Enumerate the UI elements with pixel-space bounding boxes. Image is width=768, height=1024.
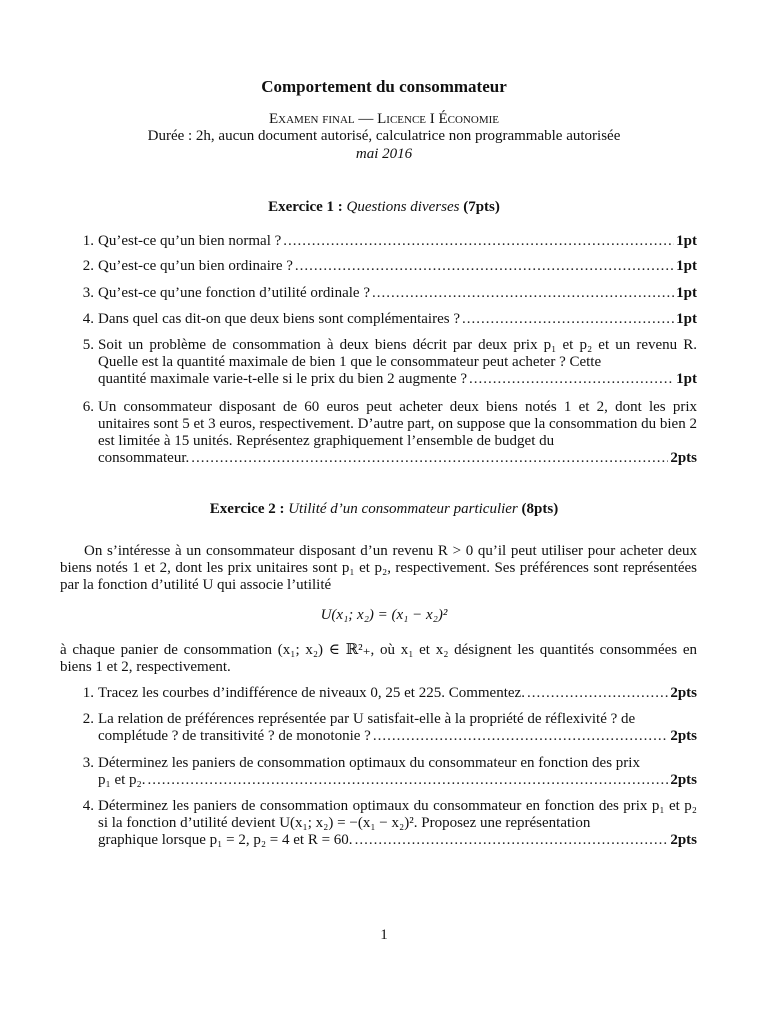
question-points: 2pts — [670, 450, 697, 466]
question-number: 2. — [82, 258, 94, 274]
question-number: 1. — [82, 685, 94, 701]
ex2-question-3 — [72, 755, 697, 789]
question-text: Qu’est-ce qu’un bien ordinaire ? — [98, 258, 293, 274]
exercise-1-heading — [0, 199, 768, 216]
question-number: 5. — [82, 337, 94, 353]
question-text: Qu’est-ce qu’un bien normal ? — [98, 233, 282, 249]
question-text: Déterminez les paniers de consommation optimaux du consommateur en fonction des prix p₁ et p₂ si la fonction d’utilité devient U(x₁; x₂) = −(x₁ − x₂)². Proposez une représentation — [98, 798, 697, 831]
exercise-2-intro: On s’intéresse à un consommateur disposant d’un revenu R > 0 qu’il peut utiliser pour acheter deux biens notés 1 et 2, dont les prix unitaires sont p₁ et p₂, respectivement. Ses préférences sont représentées par la fonction d’utilité U qui associe l’utilité — [60, 543, 697, 593]
exam-conditions: Durée : 2h, aucun document autorisé, calculatrice non programmable autorisée — [147, 128, 621, 144]
question-text-last-line: p₁ et p₂. — [98, 772, 146, 788]
exercise-2-topic: Utilité d’un consommateur particulier — [288, 501, 518, 517]
question-text: Soit un problème de consommation à deux biens décrit par deux prix p₁ et p₂ et un revenu R. Quelle est la quantité maximale de bien 1 que le consommateur peut acheter ? Cette — [98, 337, 697, 370]
question-points: 1pt — [676, 233, 697, 249]
ex2-question-2 — [72, 711, 697, 745]
document-title: Comportement du consommateur — [261, 77, 507, 96]
utility-formula: U(x₁; x₂) = (x₁ − x₂)² — [320, 607, 448, 623]
exam-line: Examen final — Licence I Économie — [268, 111, 499, 127]
ex1-question-3 — [72, 285, 697, 302]
question-number: 4. — [82, 311, 94, 327]
question-points: 2pts — [670, 832, 697, 848]
question-number: 4. — [82, 798, 94, 814]
ex1-question-1 — [72, 233, 697, 250]
question-points: 1pt — [676, 258, 697, 274]
question-text-last-line: quantité maximale varie-t-elle si le prix du bien 2 augmente ? — [98, 371, 468, 387]
exercise-2-heading — [0, 501, 768, 518]
ex2-question-4 — [72, 798, 697, 849]
question-number: 6. — [82, 399, 94, 415]
exercise-1-topic: Questions diverses — [346, 199, 460, 215]
question-text: Tracez les courbes d’indifférence de niveaux 0, 25 et 225. Commentez. — [98, 685, 525, 701]
question-number: 1. — [82, 233, 94, 249]
question-text-last-line: consommateur. — [98, 450, 190, 466]
question-text: Déterminez les paniers de consommation optimaux du consommateur en fonction des prix — [98, 755, 640, 771]
ex1-question-5 — [72, 337, 697, 388]
question-text: La relation de préférences représentée par U satisfait-elle à la propriété de réflexivité ? de — [98, 711, 636, 727]
ex1-question-4 — [72, 311, 697, 328]
exercise-2-label: Exercice 2 : — [209, 501, 285, 517]
question-text-last-line: graphique lorsque p₁ = 2, p₂ = 4 et R = 60. — [98, 832, 353, 848]
ex1-question-2 — [72, 258, 697, 275]
exercise-1-points: (7pts) — [463, 199, 500, 215]
exercise-1-label: Exercice 1 : — [268, 199, 343, 215]
ex2-question-1 — [72, 685, 697, 702]
question-text: Dans quel cas dit-on que deux biens sont complémentaires ? — [98, 311, 460, 327]
question-text-last-line: complétude ? de transitivité ? de monotonie ? — [98, 728, 371, 744]
question-points: 1pt — [676, 285, 697, 301]
page-number: 1 — [380, 927, 388, 943]
question-points: 1pt — [676, 371, 697, 387]
question-number: 3. — [82, 755, 94, 771]
question-points: 2pts — [670, 772, 697, 788]
question-number: 2. — [82, 711, 94, 727]
exam-date: mai 2016 — [355, 146, 413, 162]
question-points: 2pts — [670, 728, 697, 744]
question-text: Un consommateur disposant de 60 euros peut acheter deux biens notés 1 et 2, dont les prix unitaires sont 5 et 3 euros, respectivement. D’autre part, on suppose que la consommation du bien 2 est limitée à 15 unités. Représentez graphiquement l’ensemble de budget du — [98, 399, 697, 449]
question-points: 2pts — [670, 685, 697, 701]
question-number: 3. — [82, 285, 94, 301]
question-points: 1pt — [676, 311, 697, 327]
exercise-2-context: à chaque panier de consommation (x₁; x₂) ∈ ℝ²₊, où x₁ et x₂ désignent les quantités consommées en biens 1 et 2, respectivement. — [60, 642, 697, 675]
exercise-2-points: (8pts) — [521, 501, 559, 517]
question-text: Qu’est-ce qu’une fonction d’utilité ordinale ? — [98, 285, 370, 301]
ex1-question-6 — [72, 399, 697, 467]
